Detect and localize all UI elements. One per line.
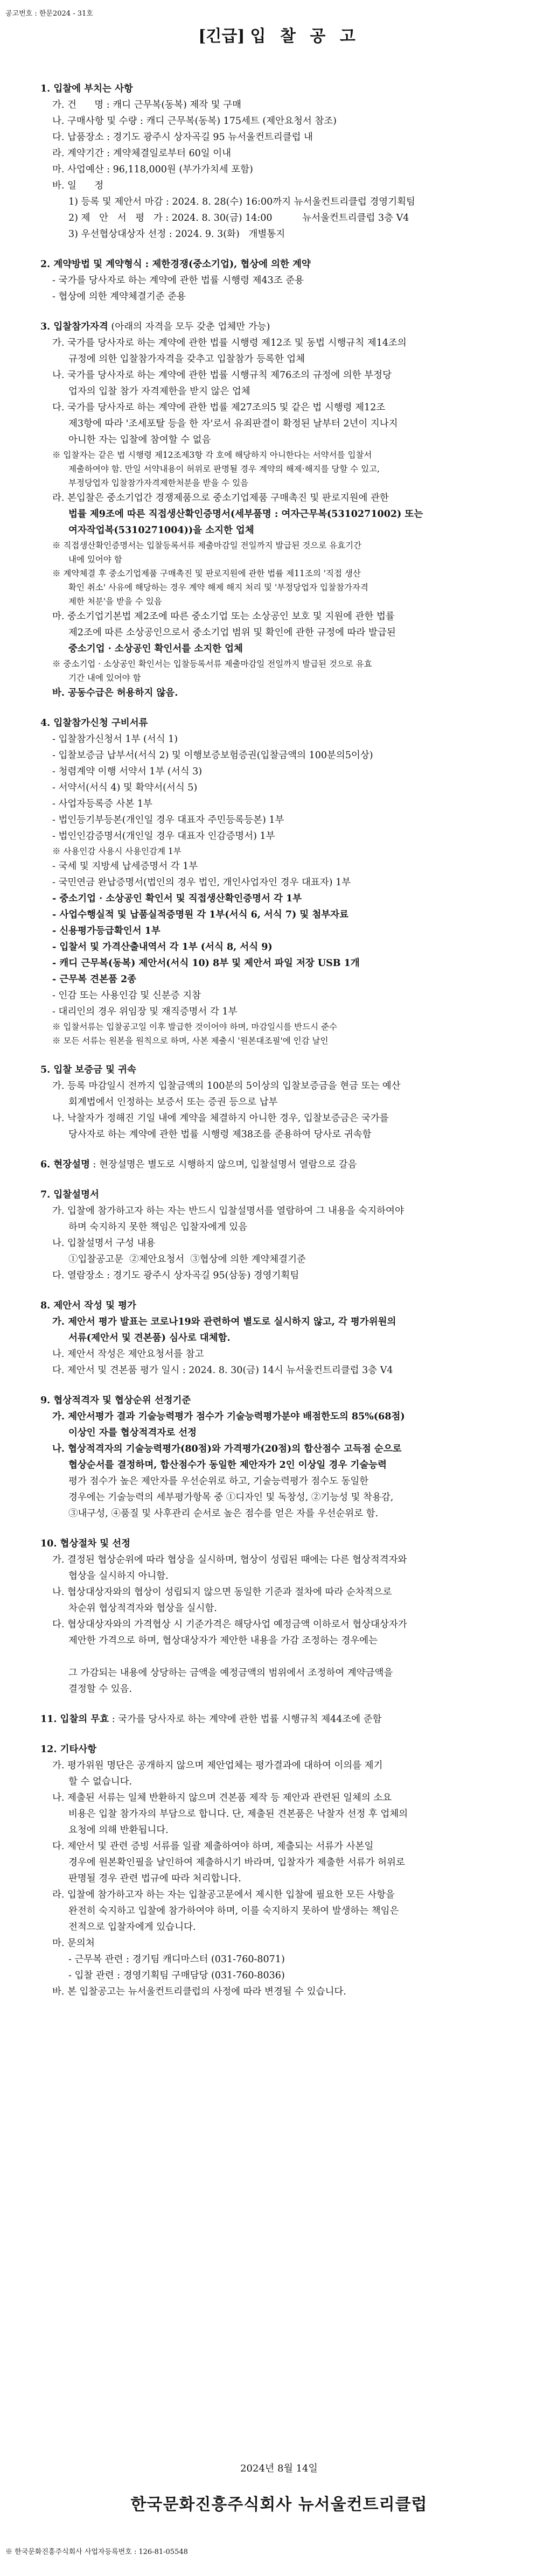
note-line: ※ 입찰자는 같은 법 시행령 제12조제3항 각 호에 해당하지 아니한다는 서약서를 입찰서: [52, 450, 372, 460]
text-line: 나. 낙찰자가 정해진 기일 내에 계약을 체결하지 아니한 경우, 입찰보증금은 국가를: [52, 1113, 389, 1124]
document-item: - 캐디 근무복(동복) 제안서(서식 10) 8부 및 제안서 파일 저장 USB 1개: [52, 958, 360, 969]
document-item: - 법인등기부등본(개인일 경우 대표자 주민등록등본) 1부: [52, 815, 284, 825]
text-line: 협상순서를 결정하며, 합산점수가 동일한 제안자가 2인 이상일 경우 기술능력: [68, 1460, 387, 1471]
notice-body: [40, 81, 520, 2014]
section-1: [40, 81, 520, 242]
document-list: [40, 731, 520, 1048]
section-heading: 2. 계약방법 및 계약형식 : 제한경쟁(중소기업), 협상에 의한 계약: [40, 259, 311, 270]
note-line: ※ 계약체결 후 중소기업제품 구매촉진 및 판로지원에 관한 법률 제11조의 '직접 생산: [52, 569, 361, 578]
text-line: 전적으로 입찰자에게 있습니다.: [68, 1922, 196, 1933]
text-line: 바. 일 정: [52, 180, 104, 191]
section-6: [40, 1157, 520, 1173]
notice-date: 2024년 8월 14일: [240, 2463, 318, 2474]
text-line: 다. 납품장소 : 경기도 광주시 상자곡길 95 뉴서울컨트리클럽 내: [52, 132, 313, 143]
text-line: 나. 제안서 작성은 제안요청서를 참고: [52, 1349, 204, 1360]
section-heading: 3. 입찰참가자격: [40, 321, 108, 332]
section-4: [40, 715, 520, 1048]
text-line: 가. 국가를 당사자로 하는 계약에 관한 법률 시행령 제12조 및 동법 시행규칙 제14조의: [52, 338, 407, 348]
text-line: 가. 입찰에 참가하고자 하는 자는 반드시 입찰설명서를 열람하여 그 내용을 숙지하여야: [52, 1206, 404, 1216]
document-item: - 입찰서 및 가격산출내역서 각 1부 (서식 8, 서식 9): [52, 942, 273, 953]
section-3: [40, 319, 520, 701]
text-line: 규정에 의한 입찰참가자격을 갖추고 입찰참가 등록한 업체: [68, 354, 305, 365]
text-line: : 국가를 당사자로 하는 계약에 관한 법률 시행규칙 제44조에 준함: [109, 1714, 382, 1725]
text-line: 나. 협상적격자의 기술능력평가(80점)와 가격평가(20점)의 합산점수 고득점 순으로: [52, 1444, 402, 1454]
document-item: - 입찰보증금 납부서(서식 2) 및 이행보증보험증권(입찰금액의 100분의5이상): [52, 750, 373, 761]
text-line: 하며 숙지하지 못한 책임은 입찰자에게 있음: [68, 1222, 248, 1233]
schedule-item: 3) 우선협상대상자 선정 : 2024. 9. 3(화) 개별통지: [68, 229, 285, 240]
text-line: 다. 협상대상자와의 가격협상 시 기준가격은 해당사업 예정금액 이하로서 협상대상자가: [52, 1619, 407, 1630]
urgent-tag: [긴급]: [198, 27, 245, 46]
text-line: - 협상에 의한 계약체결기준 준용: [52, 291, 186, 302]
business-number: ※ 한국문화진흥주식회사 사업자등록번호 : 126-81-05548: [5, 2548, 188, 2556]
organization-name: 한국문화진흥주식회사 뉴서울컨트리클럽: [130, 2495, 428, 2514]
text-line: 아니한 자는 입찰에 참여할 수 없음: [68, 435, 211, 445]
document-item: ※ 사용인감 사용시 사용인감계 1부: [52, 846, 182, 856]
note-line: 제한 처분'을 받을 수 있음: [68, 597, 162, 606]
text-line: 가. 결정된 협상순위에 따라 협상을 실시하며, 협상이 성립된 때에는 다른 협상적격자와: [52, 1555, 407, 1565]
section-heading: 7. 입찰설명서: [40, 1189, 99, 1200]
text-line: 경우에는 기술능력의 세부평가항목 중 ①디자인 및 독창성, ②기능성 및 착용감,: [68, 1492, 394, 1503]
section-10: [40, 1536, 520, 1697]
section-7: [40, 1187, 520, 1284]
text-line: 중소기업 · 소상공인 확인서를 소지한 업체: [68, 643, 243, 654]
text-line: 차순위 협상적격자와 협상을 실시함.: [68, 1603, 217, 1614]
text-line: 업자의 입찰 참가 자격제한을 받지 않은 업체: [68, 386, 250, 397]
text-line: 당사자로 하는 계약에 관한 법률 시행령 제38조를 준용하여 당사로 귀속함: [68, 1129, 372, 1140]
document-item: - 청렴계약 이행 서약서 1부 (서식 3): [52, 766, 203, 777]
note-line: 제출하여야 함. 만일 서약내용이 허위로 판명될 경우 계약의 해제·해지를 당할 수 있고,: [68, 464, 380, 474]
section-heading: 1. 입찰에 부치는 사항: [40, 83, 133, 94]
document-item: - 국민연금 완납증명서(법인의 경우 법인, 개인사업자인 경우 대표자) 1부: [52, 877, 351, 888]
heading-note: (아래의 자격을 모두 갖춘 업체만 가능): [111, 321, 270, 332]
text-line: 마. 사업예산 : 96,118,000원 (부가가치세 포함): [52, 164, 253, 175]
document-item: - 사업자등록증 사본 1부: [52, 799, 152, 809]
text-line: 다. 제안서 및 관련 증빙 서류를 일괄 제출하여야 하며, 제출되는 서류가 사본일: [52, 1841, 374, 1852]
text-line: 라. 계약기간 : 계약체결일로부터 60일 이내: [52, 148, 232, 159]
document-item: - 인감 또는 사용인감 및 신분증 지참: [52, 990, 201, 1001]
note-line: 부정당업자 입찰참가자격제한처분을 받을 수 있음: [68, 478, 249, 488]
document-item: - 근무복 견본품 2종: [52, 974, 137, 985]
text-line: 가. 등록 마감일시 전까지 입찰금액의 100분의 5이상의 입찰보증금을 현금 또는 예산: [52, 1081, 401, 1091]
note-line: 확인 취소' 사유에 해당하는 경우 계약 해제 해지 처리 및 '부정당업자 입찰참가자격: [68, 583, 368, 592]
text-line: 다. 국가를 당사자로 하는 계약에 관한 법률 제27조의5 및 같은 법 시행령 제12조: [52, 402, 386, 413]
section-5: [40, 1062, 520, 1143]
text-line: 이상인 자를 협상적격자로 선정: [68, 1427, 197, 1438]
document-item: - 신용평가등급확인서 1부: [52, 926, 161, 936]
text-line: 나. 구매사항 및 수량 : 캐디 근무복(동복) 175세트 (제안요청서 참조): [52, 116, 337, 127]
text-line: 협상을 실시하지 아니함.: [68, 1571, 169, 1581]
text-line: 마. 중소기업기본법 제2조에 따른 중소기업 또는 소상공인 보호 및 지원에 관한 법률: [52, 611, 395, 622]
title-text: 입 찰 공 고: [250, 27, 360, 46]
text-line: 제2조에 따른 소상공인으로서 중소기업 범위 및 확인에 관한 규정에 따라 발급된: [68, 627, 396, 638]
text-line: 법률 제9조에 따른 직접생산확인증명서(세부품명 : 여자근무복(5310271002) 또는: [68, 509, 423, 520]
text-line: 경우에 원본확인필을 날인하여 제출하시기 바라며, 입찰자가 제출한 서류가 허위로: [68, 1857, 405, 1868]
text-line: 바. 본 입찰공고는 뉴서울컨트리클럽의 사정에 따라 변경될 수 있습니다.: [52, 1986, 346, 1997]
section-heading: 12. 기타사항: [40, 1744, 97, 1755]
text-line: 나. 입찰설명서 구성 내용: [52, 1238, 156, 1249]
section-11: [40, 1711, 520, 1727]
contact-item: - 입찰 관련 : 경영기획팀 구매담당 (031-760-8036): [68, 1970, 285, 1981]
text-line: [40, 1649, 520, 1665]
section-heading: 6. 현장설명: [40, 1159, 90, 1170]
document-item: - 법인인감증명서(개인일 경우 대표자 인감증명서) 1부: [52, 831, 275, 842]
document-item: ※ 모든 서류는 원본을 원칙으로 하며, 사본 제출시 '원본대조필'에 인감 날인: [52, 1036, 329, 1046]
text-line: 제3항에 따라 '조세포탈 등을 한 자'로서 유죄판결이 확정된 날부터 2년이 지나지: [68, 418, 398, 429]
text-line: : 현장설명은 별도로 시행하지 않으며, 입찰설명서 열람으로 갈음: [89, 1159, 357, 1170]
text-line: 다. 열람장소 : 경기도 광주시 상자곡길 95(삼동) 경영기획팀: [52, 1270, 299, 1281]
section-heading: 10. 협상절차 및 선정: [40, 1538, 131, 1549]
notice-number: 공고번호 : 한문2024 - 31호: [5, 10, 93, 18]
section-2: [40, 256, 520, 305]
text-line: 나. 국가를 당사자로 하는 계약에 관한 법률 시행규칙 제76조의 규정에 의한 부정당: [52, 370, 392, 381]
contact-item: - 근무복 관련 : 경기팀 캐디마스터 (031-760-8071): [68, 1954, 285, 1965]
schedule-item: 2) 제 안 서 평 가 : 2024. 8. 30(금) 14:00 뉴서울컨트리클럽 3층 V4: [68, 213, 409, 223]
text-line: 회계법에서 인정하는 보증서 또는 증권 등으로 납부: [68, 1097, 278, 1108]
text-line: 바. 공동수급은 허용하지 않음.: [52, 688, 178, 698]
text-line: 결정할 수 있음.: [68, 1684, 132, 1695]
note-line: ※ 중소기업 · 소상공인 확인서는 입찰등록서류 제출마감일 전일까지 발급된 것으로 유효: [52, 659, 372, 669]
text-line: ③내구성, ④품질 및 사후관리 순서로 높은 점수를 얻은 자를 우선순위로 함.: [68, 1508, 379, 1519]
text-line: 요청에 의해 반환됩니다.: [68, 1825, 169, 1836]
section-heading: 4. 입찰참가신청 구비서류: [40, 718, 148, 729]
text-line: - 국가를 당사자로 하는 계약에 관한 법률 시행령 제43조 준용: [52, 275, 304, 286]
text-line: 판명될 경우 관련 법규에 따라 처리합니다.: [68, 1873, 241, 1884]
note-line: 기간 내에 있어야 함: [68, 673, 141, 683]
note-line: 내에 있어야 함: [68, 555, 122, 564]
text-line: 여자작업복(5310271004))을 소지한 업체: [68, 525, 254, 536]
document-item: - 입찰참가신청서 1부 (서식 1): [52, 734, 178, 745]
text-line: 평가 점수가 높은 제안자를 우선순위로 하고, 기술능력평가 점수도 동일한: [68, 1476, 369, 1487]
document-item: - 국세 및 지방세 납세증명서 각 1부: [52, 861, 198, 872]
section-12: [40, 1741, 520, 2000]
note-line: ※ 직접생산확인증명서는 입찰등록서류 제출마감일 전일까지 발급된 것으로 유효기간: [52, 541, 362, 550]
section-heading: 11. 입찰의 무효: [40, 1714, 109, 1725]
section-heading: 9. 협상적격자 및 협상순위 선정기준: [40, 1395, 191, 1406]
text-line: 라. 본입찰은 중소기업간 경쟁제품으로 중소기업제품 구매촉진 및 판로지원에 관한: [52, 493, 389, 503]
document-item: ※ 입찰서류는 입찰공고일 이후 발급한 것이어야 하며, 마감일시를 반드시 준수: [52, 1022, 337, 1032]
text-line: 제안한 가격으로 하며, 협상대상자가 제안한 내용을 가감 조정하는 경우에는: [68, 1635, 378, 1646]
document-item: - 사업수행실적 및 납품실적증명원 각 1부(서식 6, 서식 7) 및 첨부자료: [52, 909, 348, 920]
text-line: 할 수 없습니다.: [68, 1776, 132, 1787]
schedule-item: 1) 등록 및 제안서 마감 : 2024. 8. 28(수) 16:00까지 뉴서울컨트리클럽 경영기획팀: [68, 197, 415, 207]
document-item: - 서약서(서식 4) 및 확약서(서식 5): [52, 782, 198, 793]
text-line: 서류(제안서 및 견본품) 심사로 대체함.: [68, 1333, 231, 1343]
text-line: 마. 문의처: [52, 1938, 95, 1949]
text-line: 가. 제안서 평가 발표는 코로나19와 관련하여 별도로 실시하지 않고, 각 평가위원의: [52, 1317, 396, 1327]
page-title: [0, 23, 558, 46]
text-line: 가. 건 명 : 캐디 근무복(동복) 제작 및 구매: [52, 100, 242, 110]
text-line: 나. 제출된 서류는 일체 반환하지 않으며 견본품 제작 등 제안과 관련된 일체의 소요: [52, 1793, 392, 1803]
text-line: 라. 입찰에 참가하고자 하는 자는 입찰공고문에서 제시한 입찰에 필요한 모든 사항을: [52, 1889, 395, 1900]
text-line: 다. 제안서 및 견본품 평가 일시 : 2024. 8. 30(금) 14시 뉴서울컨트리클럽 3층 V4: [52, 1365, 393, 1376]
document-item: - 중소기업 · 소상공인 확인서 및 직접생산확인증명서 각 1부: [52, 893, 302, 904]
text-line: 가. 평가위원 명단은 공개하지 않으며 제안업체는 평가결과에 대하여 이의를 제기: [52, 1760, 383, 1771]
text-line: 비용은 입찰 참가자의 부담으로 합니다. 단, 제출된 견본품은 낙찰자 선정 후 업체의: [68, 1809, 408, 1819]
text-line: 완전히 숙지하고 입찰에 참가하여야 하며, 이를 숙지하지 못하여 발생하는 책임은: [68, 1906, 399, 1916]
text-line: 그 가감되는 내용에 상당하는 금액을 예정금액의 범위에서 조정하여 계약금액을: [68, 1668, 393, 1678]
text-line: ①입찰공고문 ②제안요청서 ③협상에 의한 계약체결기준: [68, 1254, 306, 1265]
text-line: 가. 제안서평가 결과 기술능력평가 점수가 기술능력평가분야 배점한도의 85%(68점): [52, 1411, 405, 1422]
text-line: 나. 협상대상자와의 협상이 성립되지 않으면 동일한 기준과 절차에 따라 순차적으로: [52, 1587, 392, 1598]
section-8: [40, 1298, 520, 1378]
section-heading: 8. 제안서 작성 및 평가: [40, 1300, 136, 1311]
section-heading: 5. 입찰 보증금 및 귀속: [40, 1065, 136, 1075]
document-item: - 대리인의 경우 위임장 및 재직증명서 각 1부: [52, 1006, 238, 1017]
section-9: [40, 1392, 520, 1522]
